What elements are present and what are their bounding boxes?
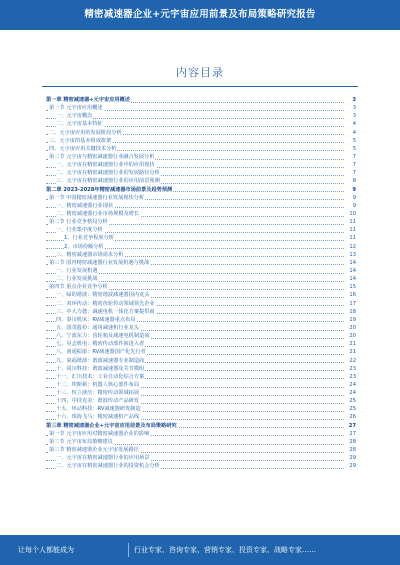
toc-entry-page: 17: [344, 300, 356, 308]
toc-entry-title: 十三、恒立液压：精密传动领域拓展: [56, 390, 140, 397]
toc-entry-title: 二、元宇宙在精密减速器行业的投资机会分析: [56, 463, 160, 470]
toc-entry[interactable]: [46, 234, 356, 242]
toc-entry-page: 8: [344, 177, 356, 185]
toc-entry-title: 六、宁波东力：齿轮箱及减速电机制造商: [56, 333, 150, 340]
toc-entry[interactable]: [46, 259, 356, 267]
toc-entry-page: 11: [344, 226, 356, 234]
toc-entry-title: 第二节 元宇宙与精密减速器行业融合发展分析: [49, 153, 155, 160]
toc-entry-page: 4: [344, 120, 356, 128]
toc-entry[interactable]: [46, 275, 356, 283]
toc-heading: 内容目录: [176, 66, 224, 79]
footer-tagline: 行业专家、咨询专家、营销专家、投资专家、战略专家……: [134, 546, 316, 554]
toc-entry-title: 三、精密减速器市场需求分析: [56, 251, 124, 258]
toc-entry-title: 一、元宇宙在精密减速器行业中的应用现状: [56, 162, 155, 169]
toc-entry[interactable]: [46, 446, 356, 454]
toc-entry-title: 第二章 2023-2028年精密减速器市场前景及趋势预测: [46, 186, 173, 193]
toc-entry-title: 第二节 元宇宙布局策略建议: [49, 438, 113, 445]
toc-entry[interactable]: [46, 267, 356, 275]
toc-entry-page: 5: [344, 145, 356, 153]
toc-entry[interactable]: [46, 129, 356, 137]
toc-entry-title: 第三章 精密减速器企业+元宇宙应用前景及布局策略研究: [46, 422, 177, 429]
toc-entry-page: 28: [344, 438, 356, 446]
toc-entry-title: 2、市场份额分析: [64, 243, 104, 250]
toc-entry[interactable]: [46, 120, 356, 128]
toc-entry[interactable]: [46, 308, 356, 316]
toc-entry-page: 11: [344, 234, 356, 242]
toc-entry[interactable]: [46, 340, 356, 348]
toc-entry-title: 二、元宇宙基本特征: [56, 121, 103, 128]
toc-entry-title: 第四节 重点企业竞争分析: [49, 284, 108, 291]
toc-entry[interactable]: [46, 332, 356, 340]
toc-entry[interactable]: [46, 365, 356, 373]
toc-entry-title: 一、绿的谐波：精密谐波减速器国内龙头: [56, 292, 150, 299]
toc-entry-page: 3: [344, 96, 356, 104]
toc-entry-page: 7: [344, 153, 356, 161]
toc-entry[interactable]: [46, 96, 356, 104]
footer-bar: [0, 535, 400, 565]
toc-entry-title: 二、行业发展挑战: [56, 276, 98, 283]
report-header-bar: [0, 0, 400, 30]
toc-entry[interactable]: [46, 153, 356, 161]
toc-entry-page: 11: [344, 218, 356, 226]
toc-entry-page: 3: [344, 112, 356, 120]
toc-entry[interactable]: [46, 186, 356, 194]
toc-entry[interactable]: [46, 373, 356, 381]
toc-entry[interactable]: [46, 348, 356, 356]
toc-entry-title: 四、元宇宙应用关键技术分析: [49, 145, 117, 152]
toc-entry-page: 25: [344, 405, 356, 413]
toc-entry-title: 二、双环传动：精密齿轮传动领域领先企业: [56, 300, 155, 307]
toc-entry-page: 21: [344, 340, 356, 348]
toc-entry[interactable]: [46, 357, 356, 365]
toc-entry[interactable]: [46, 169, 356, 177]
toc-entry-page: 26: [344, 413, 356, 421]
toc-entry-title: 十六、珠海飞马：精密减速机产品线: [56, 414, 140, 421]
toc-entry-title: 二、元宇宙应用的发展阶段分析: [49, 129, 122, 136]
toc-entry-page: 29: [344, 462, 356, 470]
toc-entry[interactable]: [46, 316, 356, 324]
toc-entry[interactable]: [46, 397, 356, 405]
toc-entry-title: 一、精密减速器行业现状: [56, 202, 114, 209]
table-of-contents: [46, 96, 356, 470]
toc-entry-page: 7: [344, 161, 356, 169]
toc-entry-page: 23: [344, 373, 356, 381]
toc-entry[interactable]: [46, 389, 356, 397]
toc-entry[interactable]: [46, 218, 356, 226]
toc-entry[interactable]: [46, 243, 356, 251]
toc-entry-title: 一、元宇宙概念: [56, 113, 93, 120]
toc-entry-page: 10: [344, 210, 356, 218]
toc-entry-title: 四、秦川机床：RV减速器重点布局: [56, 316, 136, 323]
toc-entry-title: 二、精密减速器行业市场规模及增长: [56, 210, 140, 217]
toc-entry[interactable]: [46, 112, 356, 120]
toc-entry[interactable]: [46, 104, 356, 112]
toc-entry[interactable]: [46, 210, 356, 218]
toc-entry[interactable]: [46, 161, 356, 169]
toc-entry[interactable]: [46, 454, 356, 462]
toc-entry-title: 八、南通振康：RV减速器国产化先行者: [56, 349, 146, 356]
toc-entry-title: 第二节 行业竞争格局分析: [49, 219, 108, 226]
toc-entry-page: 7: [344, 169, 356, 177]
toc-entry-page: 12: [344, 243, 356, 251]
toc-entry-title: 二、元宇宙在精密减速器行业的发展路径分析: [56, 170, 160, 177]
toc-entry-page: 9: [344, 202, 356, 210]
toc-entry-page: 20: [344, 324, 356, 332]
toc-entry[interactable]: [46, 324, 356, 332]
toc-entry-title: 三、元宇宙在精密减速器行业的应用前景预测: [56, 178, 160, 185]
toc-entry-title: 第三节 精密减速器企业元宇宙发展路径: [49, 447, 139, 454]
toc-entry[interactable]: [46, 137, 356, 145]
toc-entry-page: 5: [344, 137, 356, 145]
toc-entry[interactable]: [46, 283, 356, 291]
toc-entry[interactable]: [46, 177, 356, 185]
toc-heading-rule: [42, 86, 358, 87]
toc-entry[interactable]: [46, 226, 356, 234]
toc-entry-page: 29: [344, 454, 356, 462]
toc-entry[interactable]: [46, 194, 356, 202]
toc-entry-page: 16: [344, 291, 356, 299]
toc-entry-title: 一、元宇宙在精密减速器行业的应用场景: [56, 455, 150, 462]
toc-entry-title: 七、昊志机电：精密传动部件新进入者: [56, 341, 145, 348]
toc-entry[interactable]: [46, 300, 356, 308]
toc-entry-title: 第一节 元宇宙应用概述: [49, 105, 103, 112]
toc-entry-title: 第一章 精密减速器+元宇宙应用概述: [46, 97, 130, 103]
toc-entry-page: 19: [344, 316, 356, 324]
toc-entry-page: 22: [344, 357, 356, 365]
toc-entry-page: 28: [344, 446, 356, 454]
toc-entry-title: 十、同川科技：谐波减速器及关节模组: [56, 365, 145, 372]
toc-entry-page: 14: [344, 275, 356, 283]
toc-entry-title: 十二、埃斯顿：机器人核心部件布局: [56, 381, 140, 388]
toc-entry-page: 3: [344, 104, 356, 112]
toc-entry-title: 三、元宇宙的基本组成框架: [49, 137, 112, 144]
toc-entry-title: 一、行业发展机遇: [56, 267, 98, 274]
toc-entry-page: 9: [344, 186, 356, 194]
toc-entry-title: 十五、环动科技：RV减速器研发制造: [56, 406, 141, 413]
toc-entry-page: 15: [344, 283, 356, 291]
toc-entry-page: 24: [344, 381, 356, 389]
toc-entry[interactable]: [46, 291, 356, 299]
toc-entry-title: 五、国茂股份：通用减速机行业龙头: [56, 324, 140, 331]
toc-entry-page: 21: [344, 348, 356, 356]
toc-entry-page: 27: [344, 430, 356, 438]
toc-entry-title: 十四、中技克美：谐波传动产品研发: [56, 398, 140, 405]
toc-entry-page: 25: [344, 397, 356, 405]
toc-entry-title: 1、行业竞争程度分析: [64, 235, 114, 242]
toc-entry-title: 九、来福谐波：谐波减速器专业制造商: [56, 357, 145, 364]
toc-entry[interactable]: [46, 413, 356, 421]
toc-entry-page: 4: [344, 129, 356, 137]
toc-entry[interactable]: [46, 430, 356, 438]
footer-divider: [128, 543, 129, 557]
toc-entry[interactable]: [46, 381, 356, 389]
toc-entry-title: 一、行业集中度分析: [56, 227, 103, 234]
toc-entry[interactable]: [46, 422, 356, 430]
footer-slogan: 让每个人都能成为: [18, 546, 74, 554]
toc-entry-page: 24: [344, 389, 356, 397]
toc-entry[interactable]: [46, 202, 356, 210]
toc-entry-title: 第一节 元宇宙应用对精密减速器企业的影响: [49, 430, 150, 437]
toc-entry[interactable]: [46, 438, 356, 446]
toc-entry[interactable]: [46, 462, 356, 470]
toc-entry[interactable]: [46, 251, 356, 259]
toc-entry-page: 23: [344, 365, 356, 373]
toc-entry-title: 第一节 中国精密减速器行业发展现状分析: [49, 194, 145, 201]
toc-entry-title: 三、中大力德：减速电机一体化方案提供商: [56, 308, 155, 315]
toc-entry-page: 18: [344, 308, 356, 316]
toc-entry-title: 第三节 国内精密减速器行业发展机遇与挑战: [49, 259, 150, 266]
toc-entry-page: 14: [344, 267, 356, 275]
toc-entry-page: 27: [344, 422, 356, 430]
toc-entry[interactable]: [46, 145, 356, 153]
toc-entry-page: 14: [344, 259, 356, 267]
toc-entry-page: 13: [344, 251, 356, 259]
toc-entry-page: 9: [344, 194, 356, 202]
report-title: 精密减速器企业+元宇宙应用前景及布局策略研究报告: [84, 9, 316, 20]
toc-entry-title: 十一、汇川技术：工业自动化综合方案: [56, 373, 145, 380]
toc-entry[interactable]: [46, 405, 356, 413]
toc-entry-page: 20: [344, 332, 356, 340]
